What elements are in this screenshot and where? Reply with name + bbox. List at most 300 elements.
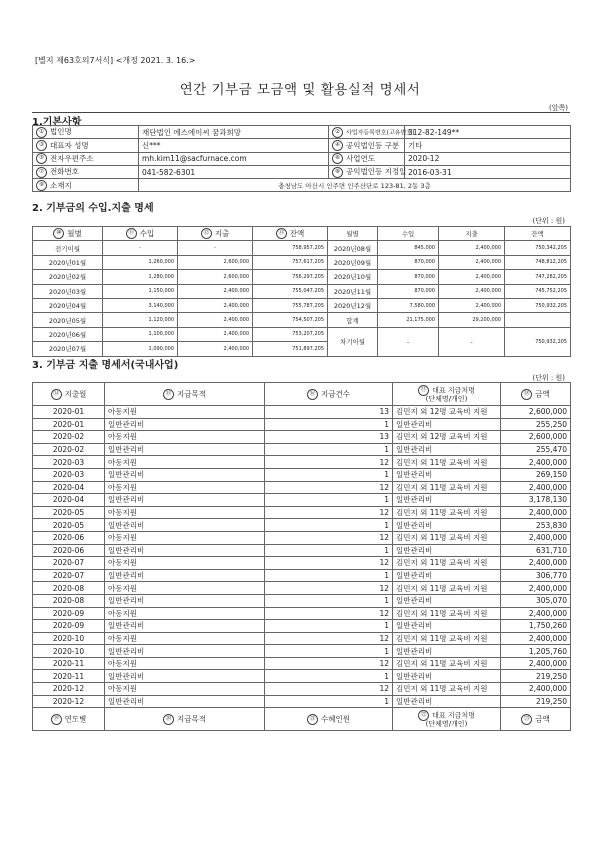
circled-number: ③ [36, 140, 47, 151]
balance: 750,932,205 [505, 298, 571, 312]
circled-number: ⑮ [163, 389, 174, 400]
expense: 2,600,000 [178, 270, 253, 284]
balance: 755,047,205 [253, 284, 328, 298]
balance: 755,787,205 [253, 298, 328, 312]
count: 12 [265, 456, 393, 469]
expense: 2,400,000 [439, 284, 505, 298]
income: 1,120,000 [103, 313, 178, 327]
header-year-month [33, 383, 105, 406]
year-month: 2020-05 [33, 519, 105, 532]
year-month: 2020-07 [33, 569, 105, 582]
carry-income: - [378, 327, 439, 356]
header-purpose [105, 383, 265, 406]
purpose: 일반관리비 [105, 569, 265, 582]
field-label: 사업자등록번호(고유번호) [346, 129, 415, 137]
address-value: 충청남도 아산시 인주면 인주산단로 123-81, 2동 3층 [139, 179, 571, 192]
count: 1 [265, 620, 393, 633]
form-header: [별지 제63호의7서식] <개정 2021. 3. 16.> [35, 56, 196, 65]
field-label: 지급목적 [177, 714, 206, 724]
expense: 2,400,000 [439, 241, 505, 255]
amount: 306,770 [501, 569, 571, 582]
header-count [265, 708, 393, 731]
income: 1,100,000 [103, 327, 178, 341]
month: 2020년11월 [328, 284, 378, 298]
amount: 2,400,000 [501, 557, 571, 570]
income: 845,000 [378, 241, 439, 255]
income-expense-row [33, 327, 571, 341]
month: 2020년04월 [33, 298, 103, 312]
info-value: 2016-03-31 [405, 165, 571, 178]
balance: 750,342,205 [505, 241, 571, 255]
expense-detail-row [33, 456, 571, 469]
purpose: 아동지원 [105, 582, 265, 595]
count: 1 [265, 519, 393, 532]
basic-info-table [32, 125, 571, 192]
purpose: 아동지원 [105, 607, 265, 620]
purpose: 일반관리비 [105, 594, 265, 607]
expense-detail-row [33, 406, 571, 419]
section2-unit: (단위 : 원) [532, 217, 565, 225]
circled-number: ⑳ [163, 714, 174, 725]
field-label: 지출월 [64, 389, 87, 398]
expense-detail-row [33, 632, 571, 645]
count: 12 [265, 481, 393, 494]
section3-title: 3. 기부금 지출 명세서(국내사업) [32, 360, 179, 371]
header-balance-2: 잔액 [505, 227, 571, 241]
year-month: 2020-01 [33, 418, 105, 431]
circled-number: ⑥ [332, 153, 343, 164]
field-label: 금액 [535, 714, 550, 724]
balance: 745,752,205 [505, 284, 571, 298]
field-label: 연도별 [64, 714, 87, 724]
field-label: 월별 [67, 228, 82, 238]
field-label: 소재지 [50, 180, 72, 190]
balance: 751,897,205 [253, 342, 328, 356]
count: 1 [265, 443, 393, 456]
field-label: 법인명 [50, 127, 72, 137]
recipient: 일반관리비 [393, 645, 501, 658]
income-expense-table [32, 226, 571, 357]
purpose: 아동지원 [105, 531, 265, 544]
header-amount [501, 383, 571, 406]
info-row [33, 139, 571, 152]
expense-detail-header [33, 383, 571, 406]
count: 1 [265, 494, 393, 507]
amount: 2,400,000 [501, 582, 571, 595]
count: 13 [265, 406, 393, 419]
count: 1 [265, 418, 393, 431]
count: 1 [265, 645, 393, 658]
expense-detail-row [33, 670, 571, 683]
expense-detail-row [33, 620, 571, 633]
circled-number: ⑦ [36, 167, 47, 178]
income-expense-row [33, 298, 571, 312]
expense-detail-row [33, 569, 571, 582]
field-label: 대표 지급처명 [432, 386, 475, 395]
field-label: 대표자 성명 [50, 140, 89, 150]
expense-detail-row [33, 431, 571, 444]
purpose: 아동지원 [105, 683, 265, 696]
year-month: 2020-11 [33, 670, 105, 683]
expense: 2,400,000 [178, 327, 253, 341]
amount: 2,400,000 [501, 607, 571, 620]
expense-detail-table [32, 382, 571, 731]
expense-detail-row [33, 494, 571, 507]
income: 870,000 [378, 284, 439, 298]
recipient: 김민지 외 12명 교육비 지원 [393, 431, 501, 444]
header-expense-2: 지출 [439, 227, 505, 241]
year-month: 2020-06 [33, 531, 105, 544]
recipient: 일반관리비 [393, 569, 501, 582]
recipient: 김민지 외 11명 교육비 지원 [393, 557, 501, 570]
header-purpose [105, 708, 265, 731]
circled-number: ⑨ [36, 180, 47, 191]
year-month: 2020-02 [33, 443, 105, 456]
header-recipient [393, 383, 501, 406]
circled-number: ① [36, 127, 47, 138]
purpose: 일반관리비 [105, 695, 265, 708]
balance: 758,957,205 [253, 241, 328, 255]
amount: 2,400,000 [501, 657, 571, 670]
field-label: 전화번호 [50, 167, 79, 177]
count: 1 [265, 670, 393, 683]
amount: 2,400,000 [501, 506, 571, 519]
count: 1 [265, 468, 393, 481]
count: 1 [265, 695, 393, 708]
balance: 748,812,205 [505, 255, 571, 269]
expense-detail-row [33, 481, 571, 494]
amount: 255,250 [501, 418, 571, 431]
address-row [33, 179, 571, 192]
month: 전기이월 [33, 241, 103, 255]
amount: 1,750,260 [501, 620, 571, 633]
income-expense-row [33, 241, 571, 255]
purpose: 일반관리비 [105, 544, 265, 557]
recipient: 일반관리비 [393, 544, 501, 557]
circled-number: ⑰ [418, 385, 429, 396]
circled-number: ⑩ [53, 228, 64, 239]
section1-title: 1.기본사항 [32, 117, 82, 128]
amount: 3,178,130 [501, 494, 571, 507]
income: 3,140,000 [103, 298, 178, 312]
circled-number: ⑫ [201, 228, 212, 239]
amount: 253,830 [501, 519, 571, 532]
expense-detail-row [33, 582, 571, 595]
info-label-cell [329, 126, 415, 139]
year-month: 2020-02 [33, 431, 105, 444]
year-month: 2020-05 [33, 506, 105, 519]
amount: 269,150 [501, 468, 571, 481]
count: 12 [265, 582, 393, 595]
income-expense-row [33, 284, 571, 298]
purpose: 아동지원 [105, 557, 265, 570]
year-month: 2020-03 [33, 468, 105, 481]
field-label: 공익법인등 구분 [346, 140, 400, 150]
expense-detail-row [33, 594, 571, 607]
year-month: 2020-10 [33, 645, 105, 658]
recipient: 일반관리비 [393, 620, 501, 633]
year-month: 2020-09 [33, 620, 105, 633]
purpose: 아동지원 [105, 456, 265, 469]
expense-detail-row [33, 695, 571, 708]
expense-detail-row [33, 531, 571, 544]
recipient: 김민지 외 11명 교육비 지원 [393, 683, 501, 696]
expense-detail-footer [33, 708, 571, 731]
info-label-cell [329, 152, 405, 165]
expense: 2,600,000 [178, 255, 253, 269]
month: 2020년08월 [328, 241, 378, 255]
recipient: 김민지 외 11명 교육비 지원 [393, 632, 501, 645]
expense-detail-row [33, 468, 571, 481]
recipient: 일반관리비 [393, 418, 501, 431]
amount: 219,250 [501, 670, 571, 683]
info-value: 재단법인 에스에이씨 꿈과희망 [139, 126, 329, 139]
carry-expense: - [439, 327, 505, 356]
circled-number: ㉒ [418, 710, 429, 721]
expense: 2,400,000 [178, 298, 253, 312]
amount: 2,600,000 [501, 431, 571, 444]
year-month: 2020-09 [33, 607, 105, 620]
expense: 2,400,000 [178, 284, 253, 298]
info-row [33, 165, 571, 178]
info-label-cell [329, 165, 405, 178]
income: 7,580,000 [378, 298, 439, 312]
year-month: 2020-08 [33, 582, 105, 595]
info-value: 312-82-149** [405, 126, 571, 139]
purpose: 일반관리비 [105, 645, 265, 658]
info-row [33, 126, 571, 139]
total-income: 21,175,000 [378, 313, 439, 327]
info-label-cell [329, 139, 405, 152]
count: 12 [265, 607, 393, 620]
header-month-2: 월별 [328, 227, 378, 241]
section2-title: 2. 기부금의 수입.지출 명세 [32, 203, 154, 214]
expense: - [178, 241, 253, 255]
circled-number: ④ [332, 140, 343, 151]
circled-number: ㉓ [521, 714, 532, 725]
recipient: 김민지 외 11명 교육비 지원 [393, 506, 501, 519]
field-label: 수혜인원 [321, 714, 350, 724]
recipient: 일반관리비 [393, 468, 501, 481]
expense: 2,400,000 [439, 255, 505, 269]
year-month: 2020-04 [33, 494, 105, 507]
year-month: 2020-12 [33, 695, 105, 708]
expense-detail-row [33, 557, 571, 570]
income-expense-header [33, 227, 571, 241]
month: 2020년10월 [328, 270, 378, 284]
count: 12 [265, 632, 393, 645]
top-border [32, 112, 570, 113]
amount: 2,400,000 [501, 683, 571, 696]
count: 12 [265, 683, 393, 696]
info-value: 기타 [405, 139, 571, 152]
field-label: 수입 [139, 228, 155, 238]
recipient: 일반관리비 [393, 670, 501, 683]
circled-number: ⑬ [276, 228, 287, 239]
header-amount [501, 708, 571, 731]
purpose: 아동지원 [105, 657, 265, 670]
purpose: 아동지원 [105, 506, 265, 519]
field-label: 전자우편주소 [50, 153, 94, 163]
income: 870,000 [378, 255, 439, 269]
month: 2020년12월 [328, 298, 378, 312]
year-month: 2020-06 [33, 544, 105, 557]
month: 2020년09월 [328, 255, 378, 269]
year-month: 2020-03 [33, 456, 105, 469]
field-label: 지출 [214, 228, 230, 238]
expense: 2,400,000 [178, 313, 253, 327]
count: 12 [265, 506, 393, 519]
expense-detail-row [33, 645, 571, 658]
circled-number: ⑤ [36, 153, 47, 164]
month: 2020년06월 [33, 327, 103, 341]
header-year-month [33, 708, 105, 731]
circled-number: ⑧ [332, 167, 343, 178]
purpose: 일반관리비 [105, 468, 265, 481]
amount: 2,400,000 [501, 531, 571, 544]
circled-number: ⑲ [51, 714, 62, 725]
count: 12 [265, 557, 393, 570]
purpose: 일반관리비 [105, 519, 265, 532]
amount: 631,710 [501, 544, 571, 557]
income-expense-row [33, 270, 571, 284]
info-label-cell [33, 126, 139, 139]
header-income [103, 227, 178, 241]
balance: 753,207,205 [253, 327, 328, 341]
recipient: 일반관리비 [393, 494, 501, 507]
count: 1 [265, 544, 393, 557]
circled-number: ⑪ [126, 228, 137, 239]
purpose: 일반관리비 [105, 670, 265, 683]
purpose: 일반관리비 [105, 494, 265, 507]
header-count [265, 383, 393, 406]
address-label-cell [33, 179, 139, 192]
info-label-cell [33, 139, 139, 152]
income: 1,090,000 [103, 342, 178, 356]
purpose: 아동지원 [105, 481, 265, 494]
field-sublabel: (단체명/개인) [425, 719, 468, 728]
count: 12 [265, 657, 393, 670]
expense: 2,400,000 [439, 298, 505, 312]
expense-detail-row [33, 607, 571, 620]
info-value: mh.kim11@sacfurnace.com [139, 152, 329, 165]
expense-detail-row [33, 519, 571, 532]
expense-detail-row [33, 544, 571, 557]
header-recipient [393, 708, 501, 731]
carry-balance: 750,932,205 [505, 327, 571, 356]
amount: 2,600,000 [501, 406, 571, 419]
income: 1,260,000 [103, 255, 178, 269]
count: 13 [265, 431, 393, 444]
income: 1,150,000 [103, 284, 178, 298]
field-label: 지급목적 [177, 389, 206, 398]
balance: 754,507,205 [253, 313, 328, 327]
income: 870,000 [378, 270, 439, 284]
carry-label: 차기이월 [328, 327, 378, 356]
recipient: 김민지 외 11명 교육비 지원 [393, 657, 501, 670]
page-side-label: (앞쪽) [549, 104, 568, 112]
circled-number: ② [332, 127, 343, 138]
header-expense [178, 227, 253, 241]
expense: 2,400,000 [178, 342, 253, 356]
purpose: 일반관리비 [105, 620, 265, 633]
total-balance [505, 313, 571, 327]
income-expense-row [33, 313, 571, 327]
info-value: 041-582-6301 [139, 165, 329, 178]
expense: 2,400,000 [439, 270, 505, 284]
recipient: 일반관리비 [393, 594, 501, 607]
month: 2020년07월 [33, 342, 103, 356]
expense-detail-row [33, 657, 571, 670]
purpose: 아동지원 [105, 632, 265, 645]
amount: 255,470 [501, 443, 571, 456]
year-month: 2020-07 [33, 557, 105, 570]
document-title: 연간 기부금 모금액 및 활용실적 명세서 [179, 82, 421, 98]
field-label: 금액 [535, 389, 550, 398]
balance: 747,282,205 [505, 270, 571, 284]
circled-number: ㉑ [307, 714, 318, 725]
year-month: 2020-12 [33, 683, 105, 696]
circled-number: ⑭ [51, 389, 62, 400]
header-month [33, 227, 103, 241]
circled-number: ⑯ [307, 389, 318, 400]
year-month: 2020-11 [33, 657, 105, 670]
expense-detail-row [33, 418, 571, 431]
expense-detail-row [33, 683, 571, 696]
header-income-2: 수입 [378, 227, 439, 241]
amount: 1,205,760 [501, 645, 571, 658]
recipient: 김민지 외 11명 교육비 지원 [393, 582, 501, 595]
amount: 305,070 [501, 594, 571, 607]
income-expense-row [33, 255, 571, 269]
month: 2020년02월 [33, 270, 103, 284]
year-month: 2020-10 [33, 632, 105, 645]
year-month: 2020-04 [33, 481, 105, 494]
recipient: 일반관리비 [393, 519, 501, 532]
purpose: 일반관리비 [105, 418, 265, 431]
info-value: 신*** [139, 139, 329, 152]
info-label-cell [33, 165, 139, 178]
field-label: 잔액 [289, 228, 305, 238]
income: - [103, 241, 178, 255]
field-sublabel: (단체명/개인) [425, 394, 468, 403]
circled-number: ⑱ [521, 389, 532, 400]
recipient: 일반관리비 [393, 443, 501, 456]
amount: 2,400,000 [501, 456, 571, 469]
recipient: 김민지 외 12명 교육비 지원 [393, 406, 501, 419]
field-label: 사업연도 [346, 153, 375, 163]
count: 12 [265, 531, 393, 544]
count: 1 [265, 594, 393, 607]
amount: 219,250 [501, 695, 571, 708]
recipient: 일반관리비 [393, 695, 501, 708]
month: 2020년01월 [33, 255, 103, 269]
recipient: 김민지 외 11명 교육비 지원 [393, 481, 501, 494]
header-balance [253, 227, 328, 241]
info-value: 2020-12 [405, 152, 571, 165]
purpose: 아동지원 [105, 431, 265, 444]
section3-unit: (단위 : 원) [532, 374, 565, 382]
purpose: 아동지원 [105, 406, 265, 419]
expense-detail-row [33, 443, 571, 456]
recipient: 김민지 외 11명 교육비 지원 [393, 456, 501, 469]
info-row [33, 152, 571, 165]
year-month: 2020-08 [33, 594, 105, 607]
field-label: 지급건수 [321, 389, 350, 398]
count: 1 [265, 569, 393, 582]
total-expense: 29,200,000 [439, 313, 505, 327]
year-month: 2020-01 [33, 406, 105, 419]
